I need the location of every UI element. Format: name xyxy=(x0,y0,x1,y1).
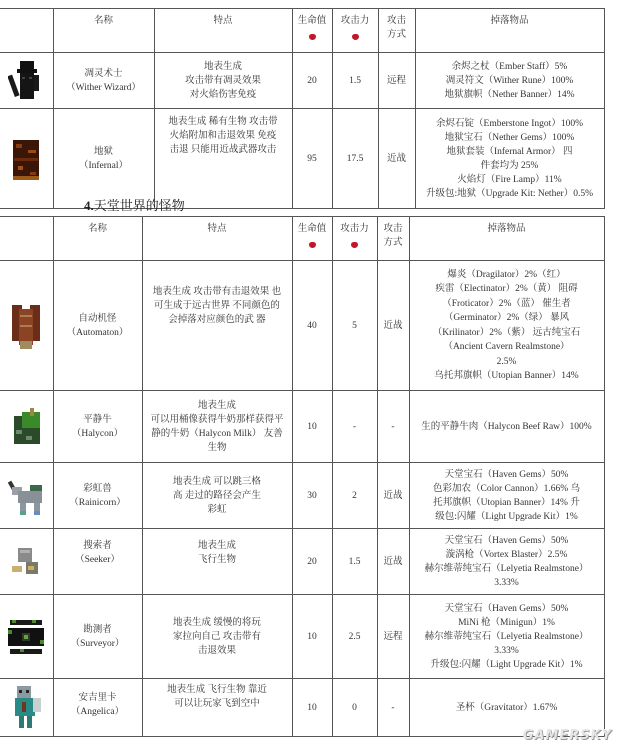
header-attack-label: 攻击力 xyxy=(340,16,370,26)
table-row xyxy=(0,53,604,109)
feature-line: 飞行生物 xyxy=(197,555,236,565)
mob-name-cn: 安吉里卡 xyxy=(78,693,117,703)
halycon-sprite-icon xyxy=(8,406,44,448)
heart-icon xyxy=(309,242,316,248)
feature-line: 攻击带有凋灵效果 xyxy=(184,75,261,86)
drop-item: （Krilinator）2%（紫） 远古纯宝石 xyxy=(432,327,581,338)
drop-item: 天堂宝石（Haven Gems）50% xyxy=(444,469,569,480)
header-hp-label: 生命值 xyxy=(297,224,327,234)
mob-drops xyxy=(409,529,604,595)
feature-line: 地表生成 稀有生物 攻击带 xyxy=(168,117,278,127)
drop-item: 漩涡枪（Vortex Blaster）2.5% xyxy=(445,549,568,560)
feature-line: 高 走过的路径会产生 xyxy=(173,490,261,501)
drop-item: 地狱旗帜（Nether Banner）14% xyxy=(444,89,575,100)
heaven-mobs-table xyxy=(0,216,605,737)
wither-wizard-sprite-icon xyxy=(8,59,44,103)
mob-hp: 10 xyxy=(292,595,332,679)
mob-attack-type: 远程 xyxy=(378,53,415,109)
mob-attack: 2 xyxy=(332,463,377,529)
mob-attack-type: 近战 xyxy=(377,463,409,529)
drop-item: （Germinator）2%（绿） 暴风 xyxy=(443,313,570,323)
mob-hp: 20 xyxy=(292,529,332,595)
feature-line: 击退 只能用近战武器攻击 xyxy=(169,145,277,155)
mob-attack-type: - xyxy=(377,391,409,463)
section-text: 天堂世界的怪物 xyxy=(93,198,185,213)
drop-item: 生的平静牛肉（Halycon Beef Raw）100% xyxy=(421,421,592,432)
feature-line: 生物 xyxy=(207,442,227,453)
drop-item: 级包:闪耀（Light Upgrade Kit）1% xyxy=(435,511,578,522)
mob-drops xyxy=(415,109,604,209)
section-number: 4. xyxy=(84,198,94,213)
drop-item: 乌托邦旗帜（Utopian Banner）14% xyxy=(434,371,579,381)
mob-drops xyxy=(409,261,604,391)
mob-image-cell xyxy=(0,595,53,679)
drop-item: 圣杯（Gravitator）1.67% xyxy=(455,702,558,713)
feature-line: 对火焰伤害免疫 xyxy=(189,89,257,100)
mob-features xyxy=(142,463,292,529)
drop-item: 地狱宝石（Nether Gems）100% xyxy=(444,132,575,143)
drop-item: 爆炎（Dragilator）2%（红） xyxy=(447,269,566,280)
table-row xyxy=(0,261,604,391)
watermark-logo: GAMERSKY xyxy=(522,728,612,743)
header-attack-label: 攻击力 xyxy=(340,224,369,234)
mob-drops xyxy=(409,595,604,679)
drop-item: 升级包:地狱（Upgrade Kit: Nether）0.5% xyxy=(425,188,593,199)
header-features: 特点 xyxy=(154,9,292,53)
mob-hp: 10 xyxy=(292,391,332,463)
mob-attack: 2.5 xyxy=(332,595,377,679)
header-attack xyxy=(332,217,377,261)
mob-drops xyxy=(415,53,604,109)
mob-features xyxy=(142,595,292,679)
header-attack xyxy=(332,9,378,53)
mob-image-cell xyxy=(0,53,53,109)
mob-hp: 95 xyxy=(292,109,332,209)
infernal-sprite-icon xyxy=(8,136,44,182)
seeker-sprite-icon xyxy=(8,544,44,580)
nether-mobs-table xyxy=(0,8,605,209)
mob-name xyxy=(53,53,154,109)
feature-line: 地表生成 攻击带有击退效果 也 xyxy=(152,287,282,297)
mob-image-cell xyxy=(0,261,53,391)
header-attack-type: 攻击方式 xyxy=(378,9,415,53)
mob-hp: 20 xyxy=(292,53,332,109)
feature-line: 地表生成 缓慢的将玩 xyxy=(173,617,261,628)
mob-name-cn: 平静牛 xyxy=(83,414,112,425)
table-row xyxy=(0,679,604,737)
drop-item: 余烬石锭（Emberstone Ingot）100% xyxy=(436,118,583,129)
drop-item: 天堂宝石（Haven Gems）50% xyxy=(444,603,569,614)
header-hp xyxy=(292,217,332,261)
header-features: 特点 xyxy=(142,217,292,261)
drop-item: 余烬之杖（Ember Staff）5% xyxy=(451,61,568,72)
drop-item: 赫尔维蒂纯宝石（Lelyetia Realmstone） xyxy=(424,563,589,574)
mob-drops xyxy=(409,391,604,463)
mob-name-en: （Infernal） xyxy=(78,160,129,171)
mob-hp: 40 xyxy=(292,261,332,391)
drop-item: 色彩加农（Color Cannon）1.66% 乌 xyxy=(433,483,580,494)
header-hp-label: 生命值 xyxy=(297,16,327,26)
mob-attack-type: 近战 xyxy=(378,109,415,209)
drop-item: 火焰灯（Fire Lamp）11% xyxy=(457,174,562,185)
mob-name-cn: 自动机怪 xyxy=(78,313,117,324)
mob-name-en: （Angelica） xyxy=(70,707,125,717)
mob-name-cn: 凋灵术士 xyxy=(84,68,123,79)
drop-item: 疾雷（Electinator）2%（黄） 阻碍 xyxy=(435,284,578,294)
mob-attack-type: - xyxy=(377,679,409,737)
heart-icon xyxy=(309,34,316,40)
mob-name-en: （Wither Wizard） xyxy=(66,82,141,93)
mob-name-en: （Halycon） xyxy=(71,428,124,439)
drop-item: 件套均为 25% xyxy=(480,160,539,171)
feature-line: 火焰附加和击退效果 免疫 xyxy=(169,131,277,141)
table-header-row xyxy=(0,9,604,53)
mob-attack: 17.5 xyxy=(332,109,378,209)
mob-features xyxy=(154,53,292,109)
table-row xyxy=(0,463,604,529)
drop-item: 3.33% xyxy=(494,577,519,588)
feature-line: 静的牛奶（Halycon Milk） 友善 xyxy=(151,428,283,439)
feature-line: 家拉向自己 攻击带有 xyxy=(173,631,261,642)
header-hp xyxy=(292,9,332,53)
mob-name xyxy=(53,261,142,391)
mob-name xyxy=(53,595,142,679)
heart-icon xyxy=(351,242,358,248)
mob-name xyxy=(53,529,142,595)
drop-item: （Froticator）2%（蓝） 催生者 xyxy=(442,298,571,309)
heart-icon xyxy=(352,34,359,40)
header-drops: 掉落物品 xyxy=(415,9,604,53)
automaton-sprite-icon xyxy=(8,301,44,351)
mob-name-cn: 搜索者 xyxy=(83,541,112,551)
feature-line: 会掉落对应颜色的武 器 xyxy=(168,315,266,325)
drop-item: （Ancient Cavern Realmstone） xyxy=(443,342,570,352)
feature-line: 击退效果 xyxy=(197,645,236,656)
drop-item: 托邦旗帜（Utopian Banner）14% 升 xyxy=(433,497,580,508)
feature-line: 地表生成 飞行生物 靠近 xyxy=(167,685,267,695)
drop-item: MiNi 枪（Minigun）1% xyxy=(458,617,555,628)
mob-attack: 1.5 xyxy=(332,53,378,109)
header-name: 名称 xyxy=(53,217,142,261)
feature-line: 可以用桶像获得牛奶那样获得平 xyxy=(150,414,284,425)
surveyor-sprite-icon xyxy=(6,616,46,658)
mob-hp: 30 xyxy=(292,463,332,529)
mob-name xyxy=(53,109,154,209)
feature-line: 地表生成 可以跳三格 xyxy=(173,476,261,487)
drop-item: 赫尔维蒂纯宝石（Lelyetia Realmstone） xyxy=(424,631,589,642)
mob-attack: 0 xyxy=(332,679,377,737)
feature-line: 地表生成 xyxy=(203,61,242,72)
feature-line: 可以让玩家飞到空中 xyxy=(174,699,260,709)
table-row xyxy=(0,109,604,209)
mob-image-cell xyxy=(0,391,53,463)
angelica-sprite-icon xyxy=(9,684,43,732)
header-drops: 掉落物品 xyxy=(409,217,604,261)
mob-name-en: （Rainicorn） xyxy=(69,497,126,508)
mob-name xyxy=(53,391,142,463)
mob-attack: 1.5 xyxy=(332,529,377,595)
mob-features xyxy=(142,261,292,391)
table-header-row xyxy=(0,217,604,261)
mob-attack: - xyxy=(332,391,377,463)
drop-item: 天堂宝石（Haven Gems）50% xyxy=(444,535,569,546)
mob-attack: 5 xyxy=(332,261,377,391)
table-row xyxy=(0,595,604,679)
drop-item: 地狱套装（Infernal Armor） 四 xyxy=(446,146,573,157)
mob-name-en: （Surveyor） xyxy=(70,638,125,649)
header-image-cell xyxy=(0,217,53,261)
header-attack-type: 攻击方式 xyxy=(377,217,409,261)
mob-attack-type: 近战 xyxy=(377,261,409,391)
mob-name xyxy=(53,679,142,737)
mob-name xyxy=(53,463,142,529)
mob-attack-type: 近战 xyxy=(377,529,409,595)
mob-attack-type: 远程 xyxy=(377,595,409,679)
feature-line: 彩虹 xyxy=(207,504,227,515)
header-image-cell xyxy=(0,9,53,53)
drop-item: 升级包:闪耀（Light Upgrade Kit）1% xyxy=(430,659,583,670)
mob-image-cell xyxy=(0,463,53,529)
drop-item: 凋灵符文（Wither Rune）100% xyxy=(445,75,574,86)
mob-name-cn: 地狱 xyxy=(93,146,113,157)
mob-image-cell xyxy=(0,529,53,595)
mob-image-cell xyxy=(0,109,53,209)
mob-name-cn: 勘测者 xyxy=(83,624,112,635)
mob-hp: 10 xyxy=(292,679,332,737)
mob-features xyxy=(154,109,292,209)
table-row xyxy=(0,529,604,595)
rainicorn-sprite-icon xyxy=(6,475,46,517)
section-title xyxy=(84,195,185,214)
feature-line: 可生成于远古世界 不同颜色的 xyxy=(154,301,280,311)
mob-features xyxy=(142,679,292,737)
feature-line: 地表生成 xyxy=(197,400,236,411)
mob-drops xyxy=(409,463,604,529)
mob-name-en: （Automaton） xyxy=(66,327,129,338)
mob-name-cn: 彩虹兽 xyxy=(83,483,112,494)
table-row xyxy=(0,391,604,463)
header-name: 名称 xyxy=(53,9,154,53)
mob-name-en: （Seeker） xyxy=(75,555,120,565)
drop-item: 3.33% xyxy=(494,645,519,656)
mob-features xyxy=(142,391,292,463)
feature-line: 地表生成 xyxy=(197,541,236,551)
mob-features xyxy=(142,529,292,595)
mob-image-cell xyxy=(0,679,53,737)
drop-item: 2.5% xyxy=(496,356,517,367)
